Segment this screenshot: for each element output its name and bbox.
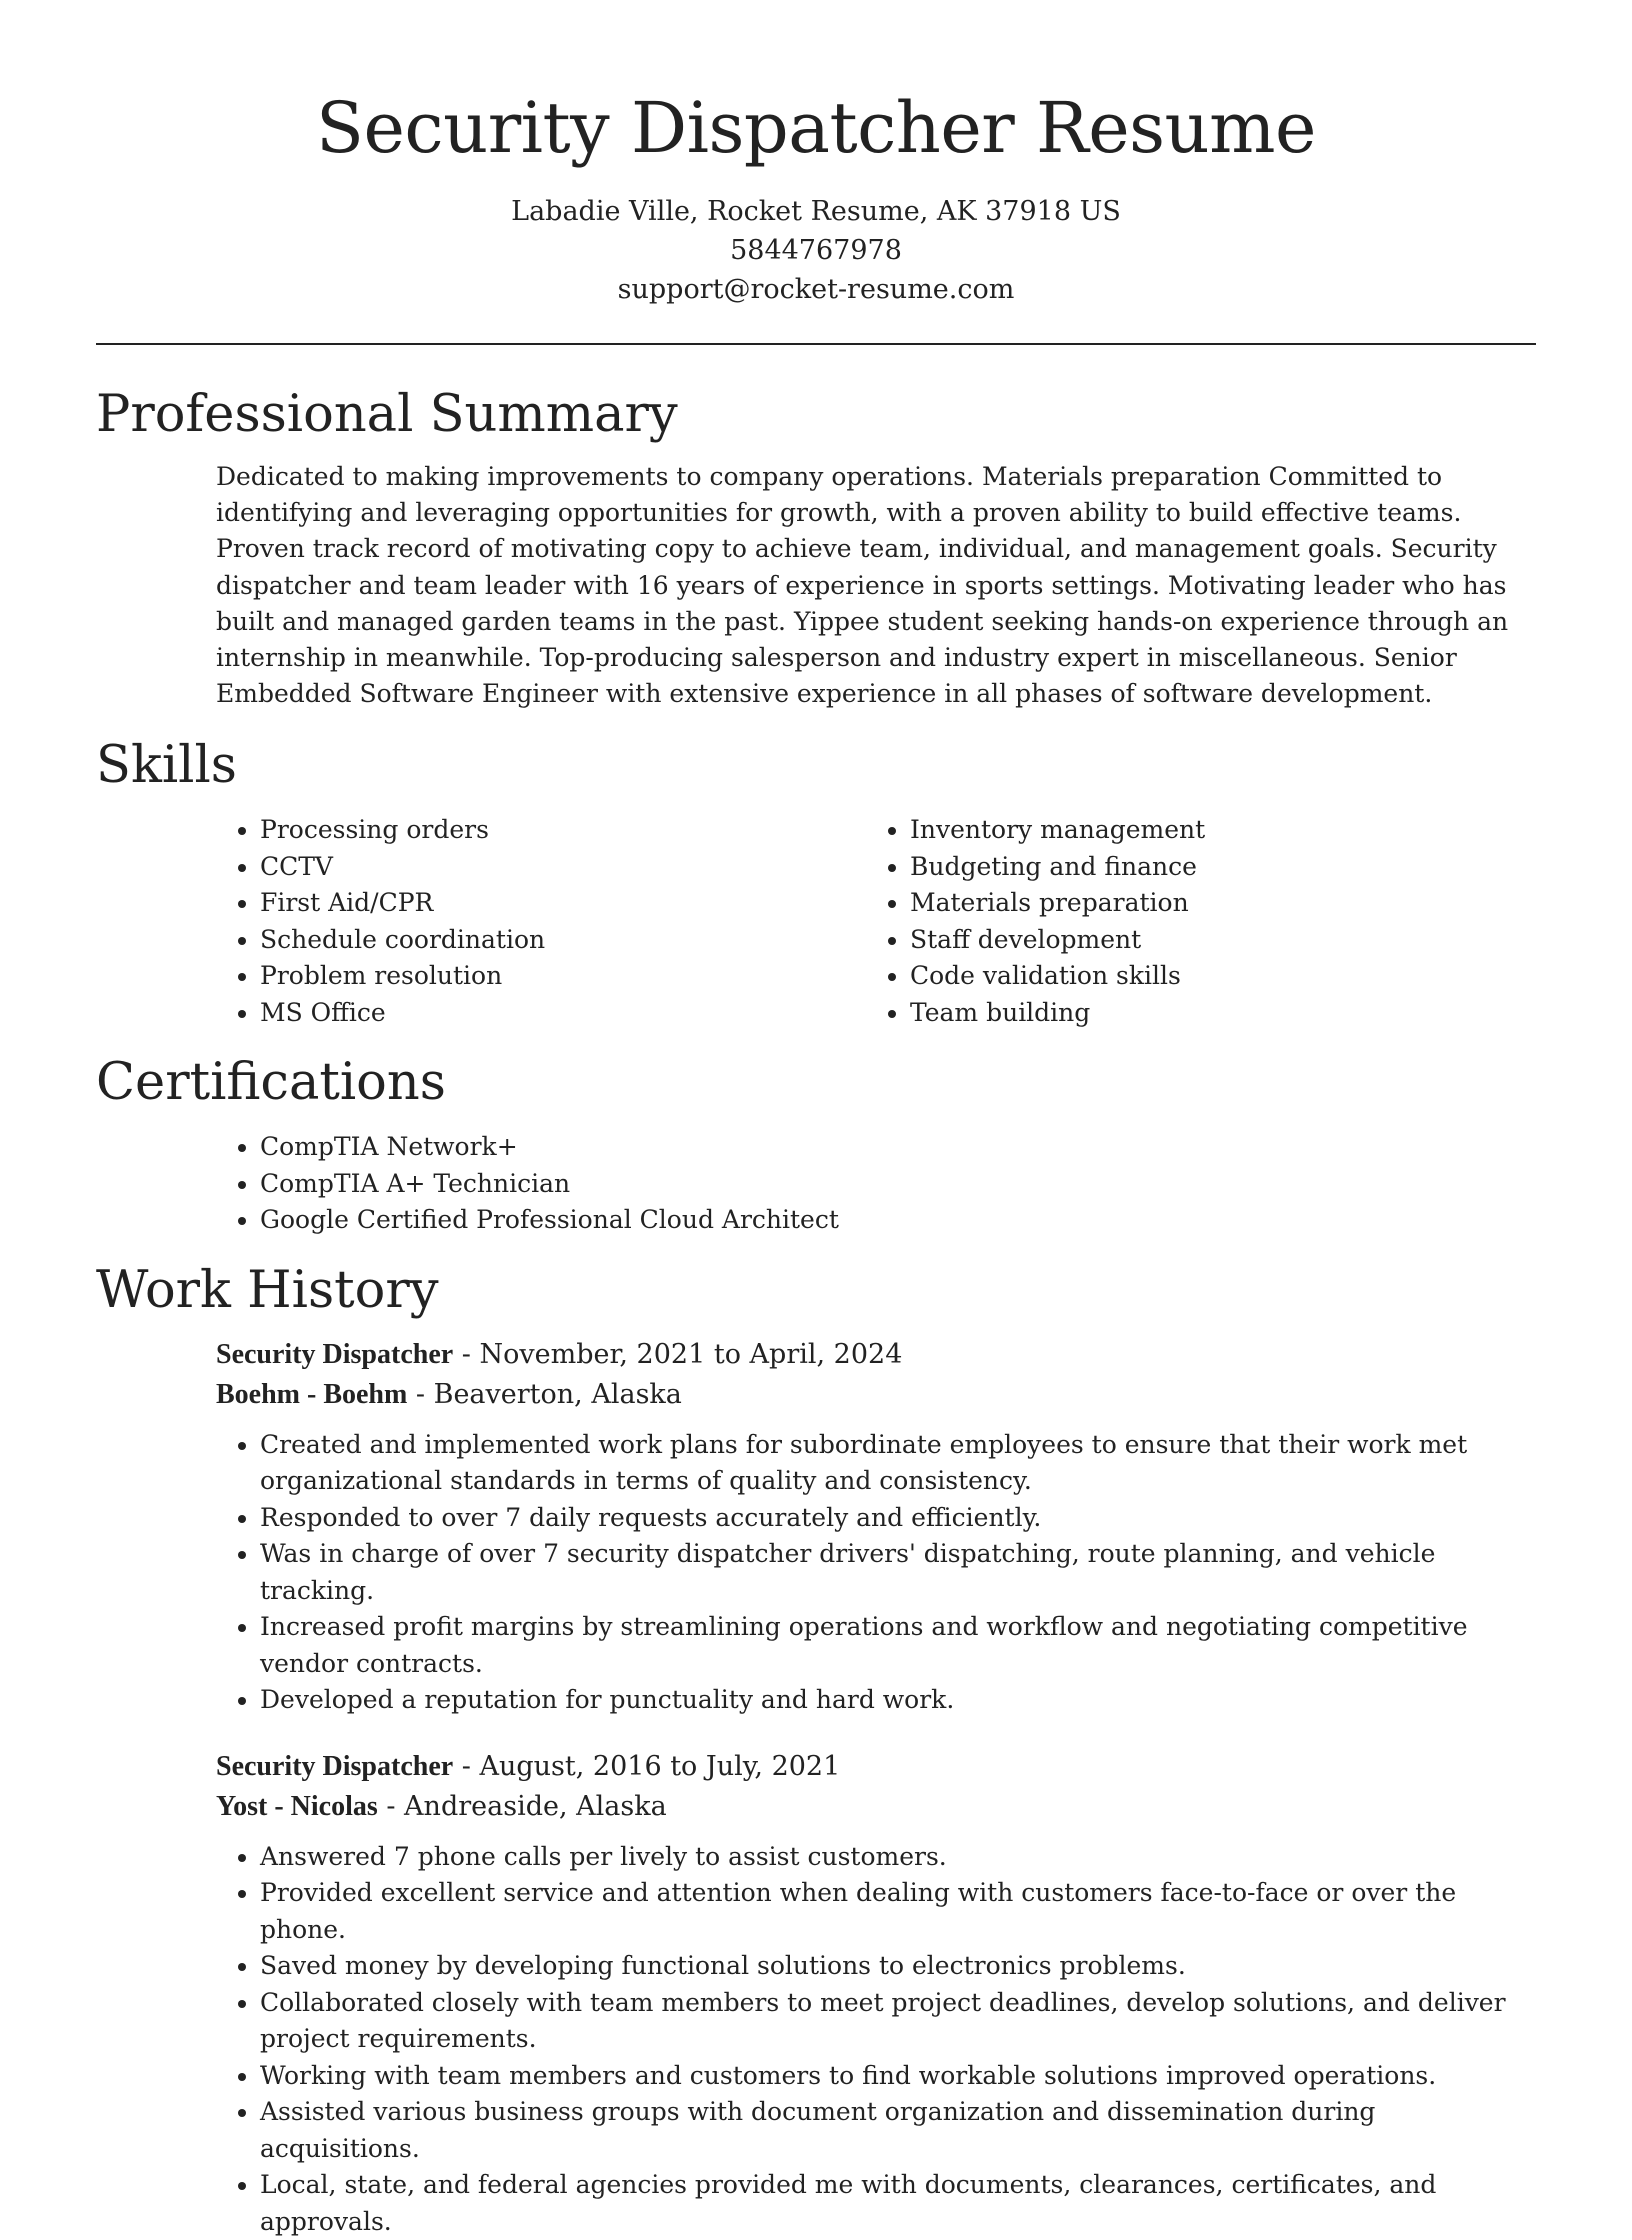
certification-item: • CompTIA Network+ xyxy=(260,1129,1536,1166)
skill-item: • Problem resolution xyxy=(260,958,866,995)
certification-item: • CompTIA A+ Technician xyxy=(260,1166,1536,1203)
contact-block xyxy=(96,192,1536,309)
job-duty: • Assisted various business groups with document organization and dissemination during acquisitions. xyxy=(260,2094,1536,2167)
job-dates: - November, 2021 to April, 2024 xyxy=(453,1338,903,1370)
job-duty: • Provided excellent service and attention when dealing with customers face-to-face or over the phone. xyxy=(260,1875,1536,1948)
skills-columns xyxy=(216,812,1536,1031)
header-divider xyxy=(96,343,1536,345)
work-history-heading: Work History xyxy=(96,1260,439,1320)
certifications-block xyxy=(216,1129,1536,1239)
contact-address: Labadie Ville, Rocket Resume, AK 37918 US xyxy=(511,196,1121,227)
job-duty: • Responded to over 7 daily requests accurately and efficiently. xyxy=(260,1500,1536,1537)
job-duty: • Answered 7 phone calls per lively to assist customers. xyxy=(260,1839,1536,1876)
job-duty: • Was in charge of over 7 security dispatcher drivers' dispatching, route planning, and vehicle tracking. xyxy=(260,1536,1536,1609)
certification-item: • Google Certified Professional Cloud Architect xyxy=(260,1202,1536,1239)
skills-heading: Skills xyxy=(96,736,237,796)
skill-item: • Processing orders xyxy=(260,812,866,849)
resume-header xyxy=(96,0,1536,309)
job-duty: • Local, state, and federal agencies provided me with documents, clearances, certificates, and approvals. xyxy=(260,2167,1536,2240)
skill-item: • CCTV xyxy=(260,849,866,886)
job-duty: • Developed a reputation for punctuality and hard work. xyxy=(260,1682,1536,1719)
skills-section xyxy=(96,734,1536,1031)
job-employer-line xyxy=(216,1787,1536,1827)
certifications-heading: Certifications xyxy=(96,1053,446,1113)
job-entry xyxy=(216,1747,1536,2240)
job-title-line xyxy=(216,1335,1536,1375)
job-duty: • Saved money by developing functional solutions to electronics problems. xyxy=(260,1948,1536,1985)
job-location: - Andreaside, Alaska xyxy=(377,1790,667,1822)
job-duty: • Created and implemented work plans for subordinate employees to ensure that their work met organizational standards in terms of quality and consistency. xyxy=(260,1427,1536,1500)
contact-phone: 5844767978 xyxy=(730,235,902,266)
certifications-list xyxy=(216,1129,1536,1239)
skills-column-left xyxy=(216,812,866,1031)
skill-item: • MS Office xyxy=(260,995,866,1032)
summary-section xyxy=(96,383,1536,712)
job-title-line xyxy=(216,1747,1536,1787)
job-position: Security Dispatcher xyxy=(216,1338,454,1370)
summary-heading: Professional Summary xyxy=(96,385,678,444)
skill-item: • Staff development xyxy=(910,922,1516,959)
skill-item: • Budgeting and finance xyxy=(910,849,1516,886)
job-employer-line xyxy=(216,1375,1536,1415)
job-duties-list xyxy=(216,1427,1536,1719)
job-duty: • Increased profit margins by streamlining operations and workflow and negotiating competitive vendor contracts. xyxy=(260,1609,1536,1682)
contact-email: support@rocket-resume.com xyxy=(617,274,1015,305)
skill-item: • Schedule coordination xyxy=(260,922,866,959)
job-entry xyxy=(216,1335,1536,1719)
certifications-section xyxy=(96,1051,1536,1239)
job-dates: - August, 2016 to July, 2021 xyxy=(453,1750,841,1782)
job-employer: Boehm - Boehm xyxy=(216,1378,408,1410)
job-employer: Yost - Nicolas xyxy=(216,1790,378,1822)
job-duty: • Collaborated closely with team members to meet project deadlines, develop solutions, and deliver project requirements. xyxy=(260,1985,1536,2058)
job-duties-list xyxy=(216,1839,1536,2240)
skills-list-right xyxy=(866,812,1516,1031)
skill-item: • Materials preparation xyxy=(910,885,1516,922)
job-location: - Beaverton, Alaska xyxy=(407,1378,682,1410)
skills-list-left xyxy=(216,812,866,1031)
resume-title: Security Dispatcher Resume xyxy=(316,87,1316,169)
job-duty: • Working with team members and customers to find workable solutions improved operations. xyxy=(260,2058,1536,2095)
job-position: Security Dispatcher xyxy=(216,1750,454,1782)
summary-text: Dedicated to making improvements to company operations. Materials preparation Committed to identifying and leveraging opportunities for growth, with a proven ability to build effective teams. Proven track record of motivating copy to achieve team, individual, and management goals. Security dispatcher and team leader with 16 years of experience in sports settings. Motivating leader who has built and managed garden teams in the past. Yippee student seeking hands-on experience through an internship in meanwhile. Top-producing salesperson and industry expert in miscellaneous. Senior Embedded Software Engineer with extensive experience in all phases of software development. xyxy=(216,462,1509,709)
skill-item: • Team building xyxy=(910,995,1516,1032)
skills-column-right xyxy=(866,812,1516,1031)
skill-item: • Inventory management xyxy=(910,812,1516,849)
work-history-section xyxy=(96,1259,1536,2240)
skill-item: • Code validation skills xyxy=(910,958,1516,995)
skill-item: • First Aid/CPR xyxy=(260,885,866,922)
